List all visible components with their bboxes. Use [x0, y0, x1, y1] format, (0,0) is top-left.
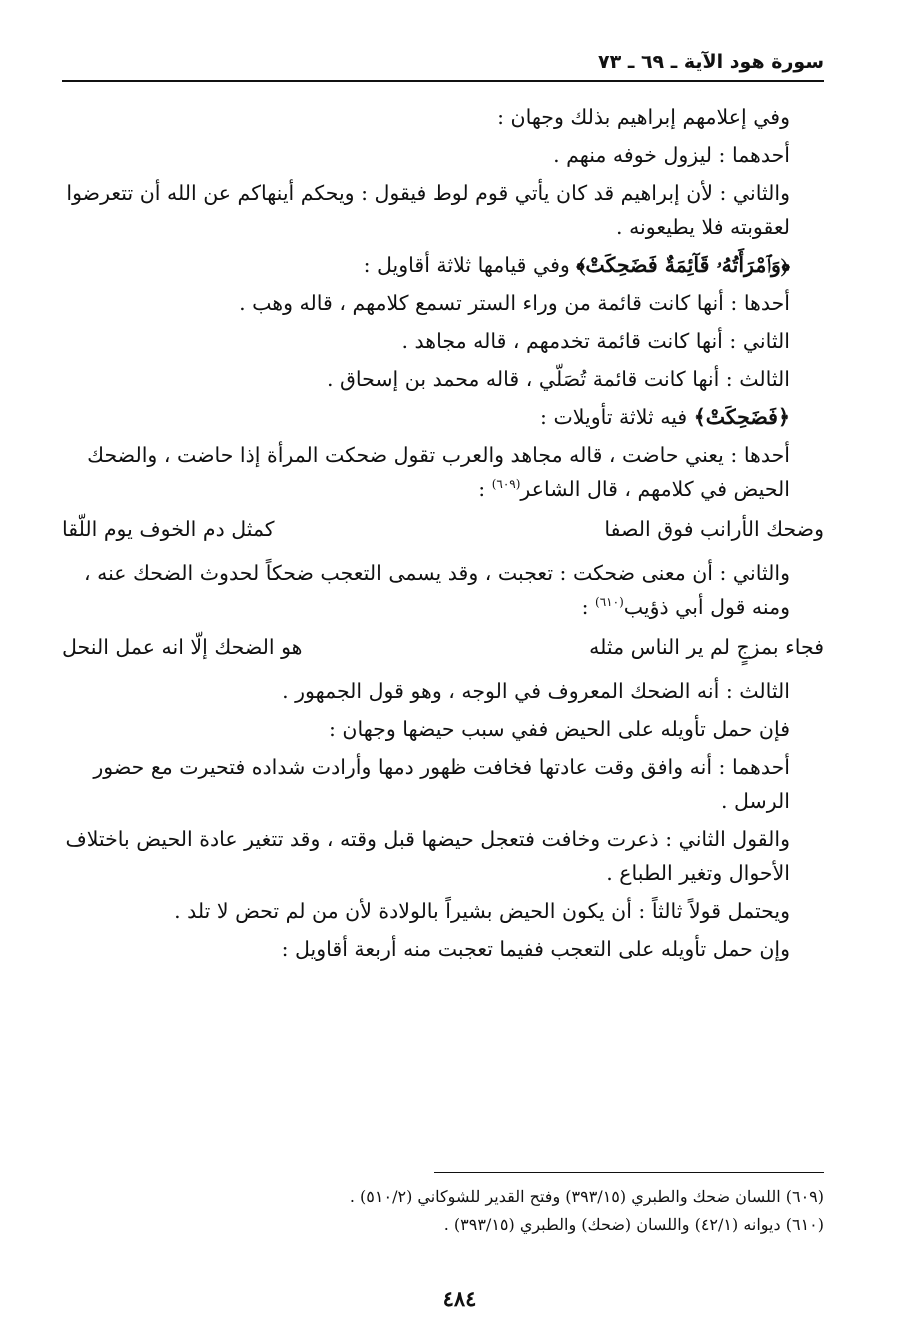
- paragraph: أحدهما : ليزول خوفه منهم .: [553, 143, 790, 167]
- verse-hemistich: كمثل دم الخوف يوم اللّقا: [62, 517, 275, 541]
- quran-quote: ﴿وَٱمْرَأَتُهُۥ قَآئِمَةٌ فَضَحِكَتْ﴾: [576, 253, 790, 277]
- paragraph: أحدهما : أنه وافق وقت عادتها فخافت ظهور دمها وأرادت شداده فتحيرت مع حضور الرسل .: [93, 755, 790, 813]
- paragraph-text: أحدها : يعني حاضت ، قاله مجاهد والعرب تقول ضحكت المرأة إذا حاضت ، والضحك الحيض في كلامهم ، قال الشاعر: [87, 443, 790, 501]
- paragraph: وفي إعلامهم إبراهيم بذلك وجهان :: [497, 105, 790, 129]
- paragraph: والقول الثاني : ذعرت وخافت فتعجل حيضها قبل وقته ، وقد تتغير عادة الحيض باختلاف الأحوال وتغير الطباع .: [65, 827, 790, 885]
- footnote-rule: [434, 1172, 824, 1173]
- verse-hemistich: فجاء بمزجٍ لم ير الناس مثله: [589, 635, 824, 659]
- footnote-ref: (٦١٠): [595, 595, 624, 610]
- paragraph-text: والثاني : أن معنى ضحكت : تعجبت ، وقد يسمى التعجب ضحكاً لحدوث الضحك عنه ، ومنه قول أبي ذؤيب: [83, 561, 790, 619]
- poetry-verse: [62, 630, 824, 664]
- paragraph: [62, 556, 824, 624]
- footnote-ref: (٦٠٩): [491, 477, 521, 492]
- paragraph: وإن حمل تأويله على التعجب ففيما تعجبت منه أربعة أقاويل :: [281, 937, 790, 961]
- paragraph: أحدها : أنها كانت قائمة من وراء الستر تسمع كلامهم ، قاله وهب .: [239, 291, 790, 315]
- paragraph-text: فيه ثلاثة تأويلات :: [540, 405, 694, 429]
- paragraph-text: :: [478, 477, 492, 501]
- header-rule: [62, 80, 824, 82]
- running-header: سورة هود الآية ـ ٦٩ ـ ٧٣: [598, 51, 824, 73]
- paragraph: الثالث : أنه الضحك المعروف في الوجه ، وهو قول الجمهور .: [282, 679, 790, 703]
- paragraph-text: وفي قيامها ثلاثة أقاويل :: [363, 253, 577, 277]
- paragraph: الثالث : أنها كانت قائمة تُصَلّي ، قاله محمد بن إسحاق .: [326, 367, 790, 391]
- footnote: (٦٠٩) اللسان ضحك والطبري (٣٩٣/١٥) وفتح القدير للشوكاني (٥١٠/٢) .: [349, 1187, 824, 1206]
- main-text: [62, 100, 824, 970]
- paragraph: فإن حمل تأويله على الحيض ففي سبب حيضها وجهان :: [328, 717, 790, 741]
- paragraph: [62, 248, 824, 282]
- verse-hemistich: وضحك الأرانب فوق الصفا: [604, 517, 824, 541]
- paragraph-text: :: [581, 595, 596, 619]
- footnote: (٦١٠) ديوانه (٤٢/١) واللسان (ضحك) والطبري (٣٩٣/١٥) .: [443, 1215, 824, 1234]
- paragraph: [62, 438, 824, 506]
- paragraph: والثاني : لأن إبراهيم قد كان يأتي قوم لوط فيقول : ويحكم أينهاكم عن الله أن تتعرضوا لعقوبته فلا يطيعونه .: [66, 181, 790, 239]
- paragraph: [62, 400, 824, 434]
- page-number: ٤٨٤: [442, 1286, 477, 1311]
- poetry-verse: [62, 512, 824, 546]
- paragraph: الثاني : أنها كانت قائمة تخدمهم ، قاله مجاهد .: [401, 329, 790, 353]
- footnotes: [62, 1183, 824, 1239]
- quran-quote: ﴿فَضَحِكَتْ﴾: [693, 405, 790, 429]
- verse-hemistich: هو الضحك إلّا انه عمل النحل: [62, 635, 303, 659]
- paragraph: ويحتمل قولاً ثالثاً : أن يكون الحيض بشيراً بالولادة لأن من لم تحض لا تلد .: [174, 899, 790, 923]
